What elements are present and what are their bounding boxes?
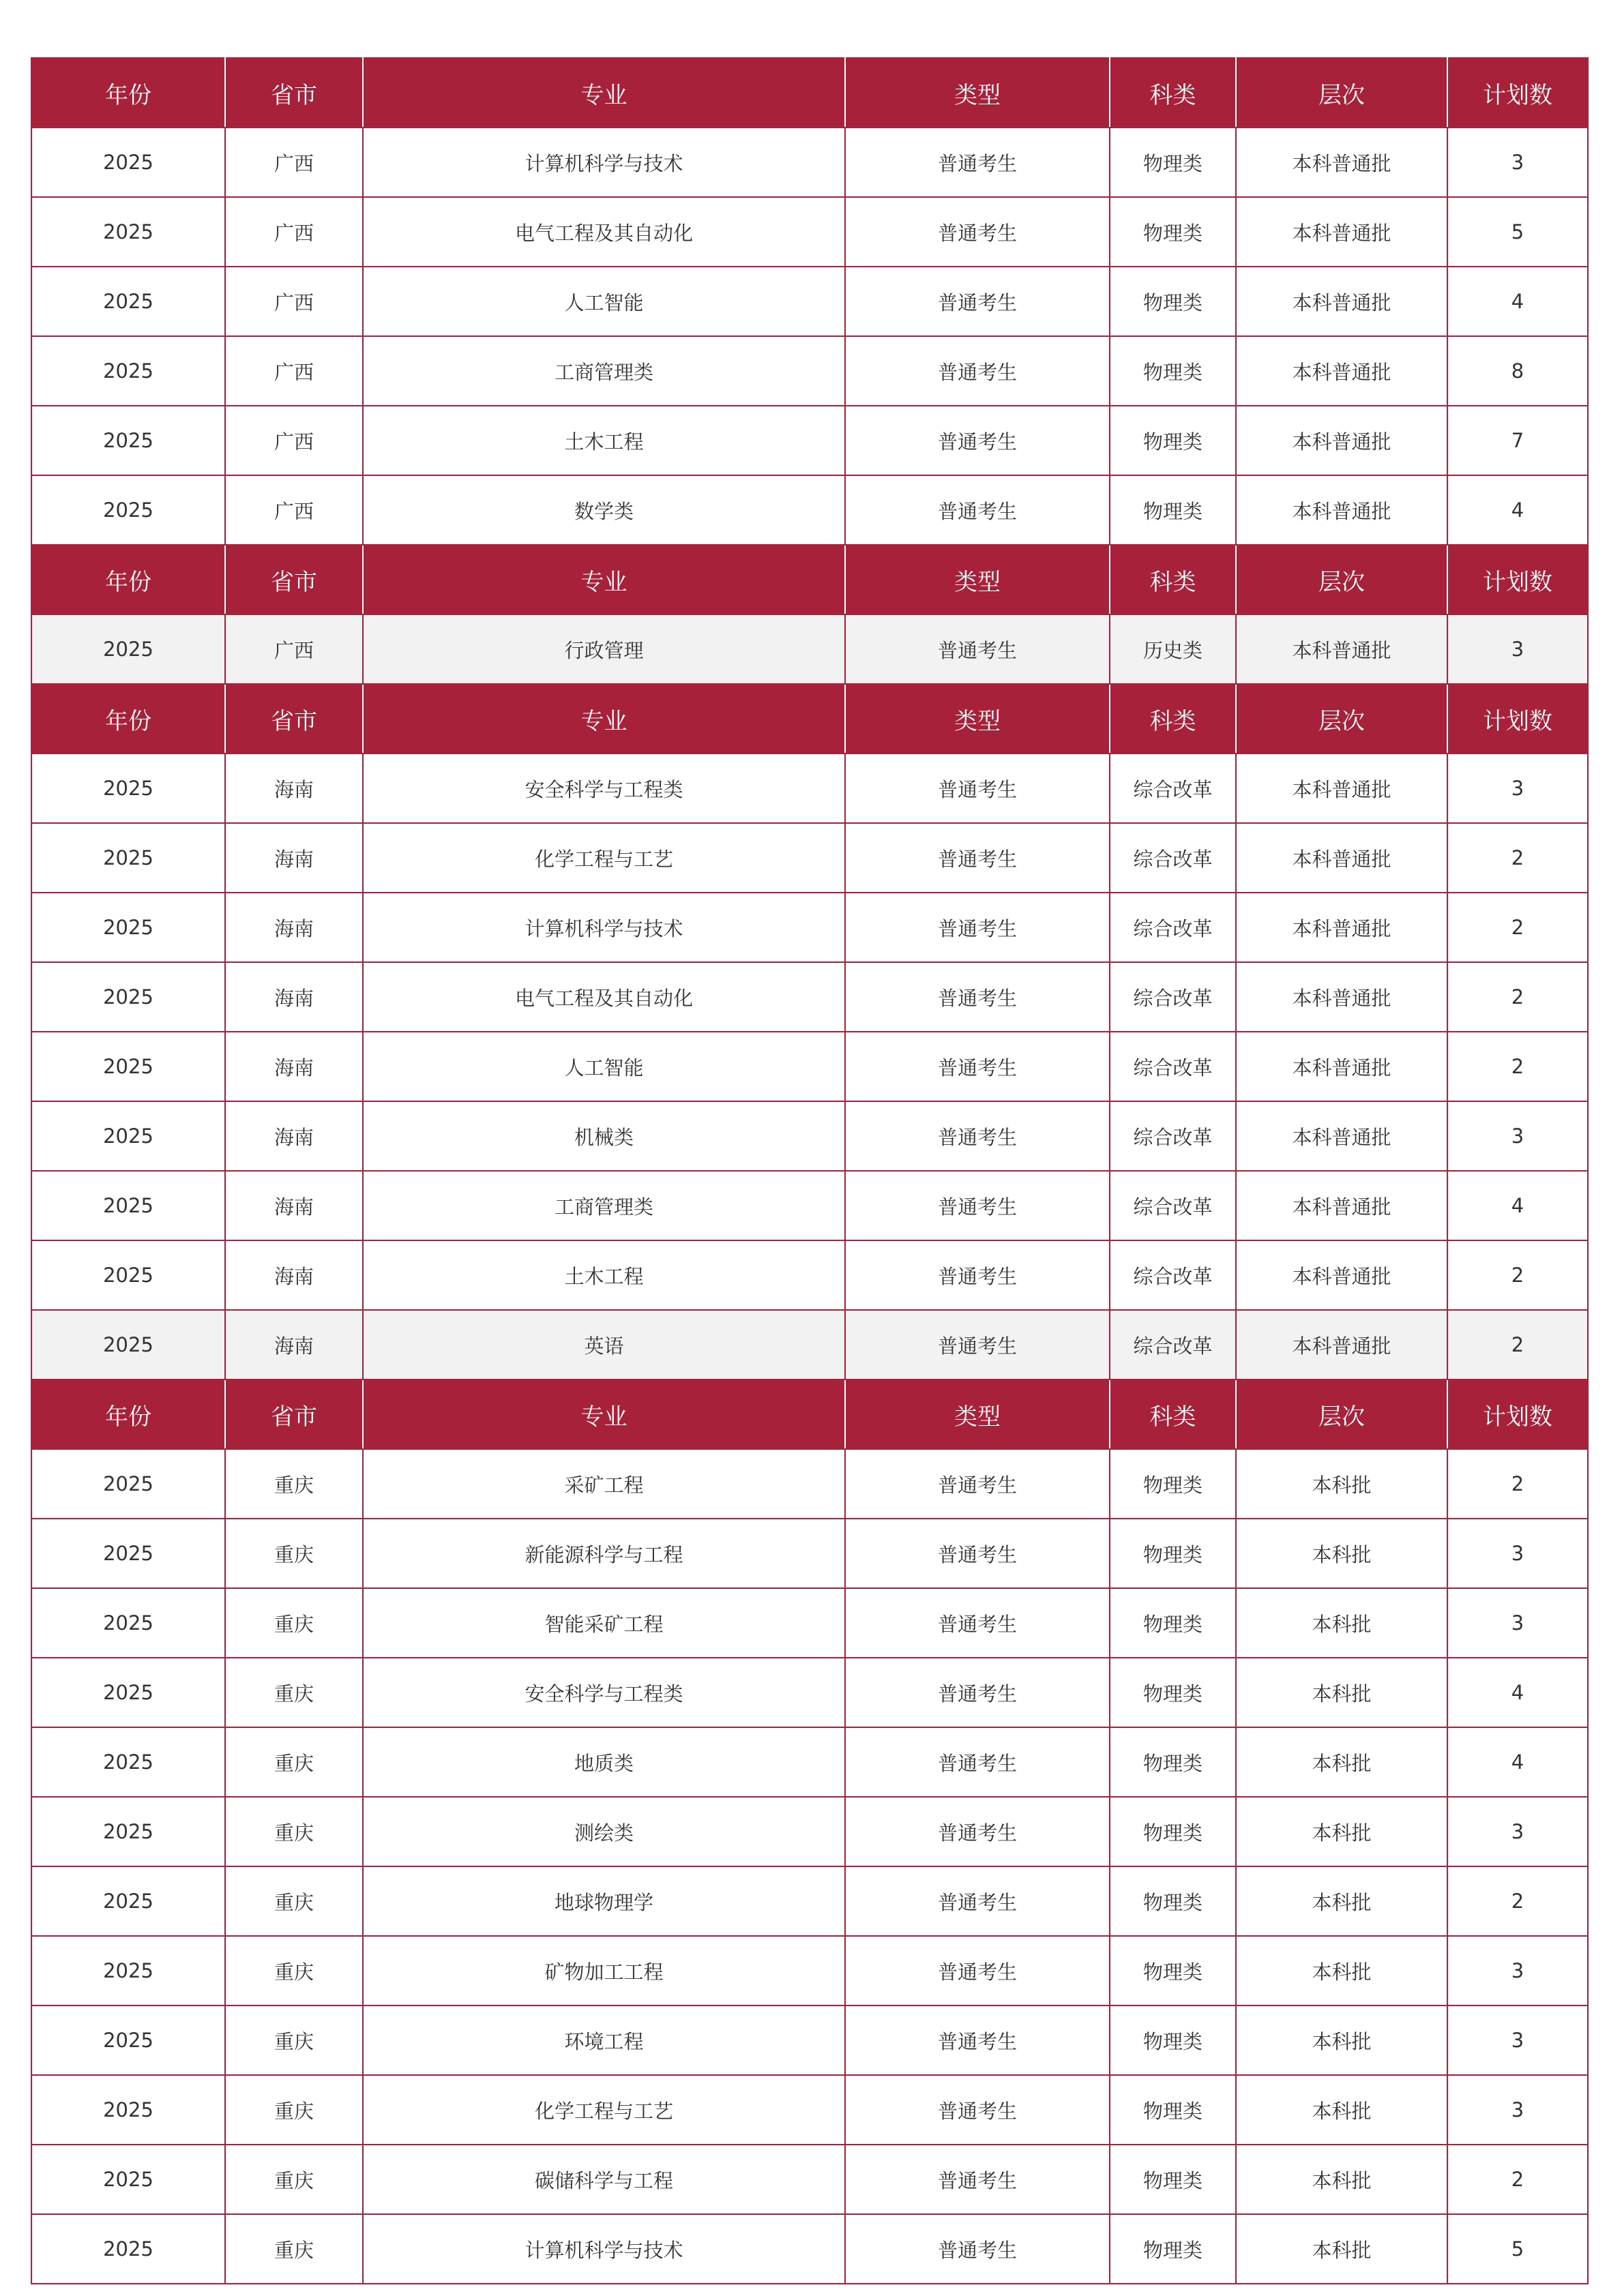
table-row [31,336,1588,406]
table-row [31,893,1588,962]
cell-subject: 物理类 [1110,197,1236,267]
cell-quota: 2 [1447,1032,1588,1101]
cell-type: 普通考生 [845,1449,1110,1519]
cell-province: 广西 [225,197,363,267]
cell-type: 普通考生 [845,267,1110,336]
cell-subject: 综合改革 [1110,893,1236,962]
cell-type: 普通考生 [845,2214,1110,2284]
cell-type: 普通考生 [845,1797,1110,1866]
cell-type: 普通考生 [845,1866,1110,1936]
cell-quota: 3 [1447,128,1588,197]
table-row [31,2006,1588,2075]
cell-year: 2025 [31,1449,225,1519]
table-row [31,1866,1588,1936]
cell-province: 海南 [225,962,363,1032]
cell-level: 本科普通批 [1236,1101,1447,1171]
header-quota: 计划数 [1447,1380,1588,1449]
cell-major: 英语 [363,1310,845,1380]
cell-quota: 2 [1447,1449,1588,1519]
header-year: 年份 [31,1380,225,1449]
cell-subject: 物理类 [1110,2075,1236,2145]
cell-level: 本科普通批 [1236,336,1447,406]
cell-year: 2025 [31,2075,225,2145]
cell-subject: 综合改革 [1110,1310,1236,1380]
cell-subject: 综合改革 [1110,1032,1236,1101]
header-quota: 计划数 [1447,545,1588,614]
cell-type: 普通考生 [845,1519,1110,1588]
cell-province: 广西 [225,614,363,684]
cell-quota: 3 [1447,1797,1588,1866]
cell-quota: 8 [1447,336,1588,406]
cell-type: 普通考生 [845,1658,1110,1727]
cell-year: 2025 [31,1936,225,2006]
header-level: 层次 [1236,58,1447,128]
cell-type: 普通考生 [845,2075,1110,2145]
cell-level: 本科批 [1236,1866,1447,1936]
table-row [31,1101,1588,1171]
enrollment-plan-table [31,57,1589,2284]
cell-year: 2025 [31,1797,225,1866]
cell-subject: 综合改革 [1110,962,1236,1032]
cell-province: 重庆 [225,2214,363,2284]
cell-major: 安全科学与工程类 [363,1658,845,1727]
cell-major: 计算机科学与技术 [363,893,845,962]
header-major: 专业 [363,1380,845,1449]
table-row [31,1658,1588,1727]
table-row [31,197,1588,267]
cell-type: 普通考生 [845,1171,1110,1240]
cell-year: 2025 [31,1658,225,1727]
header-subject: 科类 [1110,58,1236,128]
cell-level: 本科批 [1236,2075,1447,2145]
cell-subject: 综合改革 [1110,1101,1236,1171]
header-major: 专业 [363,58,845,128]
cell-year: 2025 [31,336,225,406]
cell-level: 本科普通批 [1236,614,1447,684]
cell-province: 海南 [225,893,363,962]
table-header-row [31,684,1588,754]
cell-level: 本科普通批 [1236,823,1447,893]
cell-level: 本科批 [1236,1519,1447,1588]
table-row [31,1727,1588,1797]
cell-quota: 5 [1447,2214,1588,2284]
cell-major: 工商管理类 [363,1171,845,1240]
cell-year: 2025 [31,1727,225,1797]
cell-province: 重庆 [225,2075,363,2145]
cell-type: 普通考生 [845,893,1110,962]
cell-quota: 5 [1447,197,1588,267]
cell-major: 智能采矿工程 [363,1588,845,1658]
table-row [31,1032,1588,1101]
cell-province: 重庆 [225,1936,363,2006]
cell-subject: 综合改革 [1110,754,1236,823]
header-year: 年份 [31,545,225,614]
cell-quota: 2 [1447,2145,1588,2214]
table-row [31,614,1588,684]
table-row [31,475,1588,545]
cell-province: 重庆 [225,1727,363,1797]
cell-type: 普通考生 [845,1936,1110,2006]
cell-year: 2025 [31,1588,225,1658]
cell-year: 2025 [31,197,225,267]
cell-level: 本科普通批 [1236,406,1447,475]
cell-major: 环境工程 [363,2006,845,2075]
cell-subject: 物理类 [1110,1588,1236,1658]
cell-major: 机械类 [363,1101,845,1171]
cell-subject: 物理类 [1110,267,1236,336]
cell-subject: 物理类 [1110,1727,1236,1797]
cell-subject: 物理类 [1110,128,1236,197]
cell-level: 本科普通批 [1236,475,1447,545]
cell-quota: 4 [1447,1171,1588,1240]
cell-province: 海南 [225,1240,363,1310]
cell-year: 2025 [31,2214,225,2284]
cell-major: 人工智能 [363,1032,845,1101]
cell-quota: 3 [1447,2006,1588,2075]
header-province: 省市 [225,684,363,754]
cell-type: 普通考生 [845,962,1110,1032]
cell-level: 本科普通批 [1236,1032,1447,1101]
cell-subject: 物理类 [1110,2006,1236,2075]
cell-year: 2025 [31,1519,225,1588]
header-year: 年份 [31,684,225,754]
cell-subject: 物理类 [1110,1658,1236,1727]
cell-quota: 4 [1447,267,1588,336]
cell-type: 普通考生 [845,128,1110,197]
header-subject: 科类 [1110,684,1236,754]
header-quota: 计划数 [1447,684,1588,754]
cell-type: 普通考生 [845,1310,1110,1380]
cell-province: 广西 [225,406,363,475]
cell-type: 普通考生 [845,2006,1110,2075]
cell-province: 重庆 [225,1658,363,1727]
cell-level: 本科普通批 [1236,962,1447,1032]
cell-level: 本科普通批 [1236,128,1447,197]
header-major: 专业 [363,684,845,754]
table-row [31,2075,1588,2145]
cell-year: 2025 [31,1032,225,1101]
cell-type: 普通考生 [845,1727,1110,1797]
cell-quota: 2 [1447,823,1588,893]
table-row [31,754,1588,823]
cell-subject: 物理类 [1110,1519,1236,1588]
cell-type: 普通考生 [845,406,1110,475]
cell-province: 海南 [225,754,363,823]
header-level: 层次 [1236,545,1447,614]
cell-level: 本科批 [1236,1727,1447,1797]
cell-province: 重庆 [225,1866,363,1936]
cell-major: 数学类 [363,475,845,545]
cell-type: 普通考生 [845,1588,1110,1658]
cell-level: 本科普通批 [1236,1240,1447,1310]
cell-level: 本科普通批 [1236,267,1447,336]
cell-subject: 物理类 [1110,2214,1236,2284]
table-row [31,823,1588,893]
cell-type: 普通考生 [845,475,1110,545]
cell-subject: 物理类 [1110,1449,1236,1519]
cell-year: 2025 [31,1240,225,1310]
table-header-row [31,545,1588,614]
cell-major: 安全科学与工程类 [363,754,845,823]
cell-major: 工商管理类 [363,336,845,406]
table-row [31,128,1588,197]
cell-year: 2025 [31,614,225,684]
cell-type: 普通考生 [845,2145,1110,2214]
cell-year: 2025 [31,962,225,1032]
cell-province: 广西 [225,336,363,406]
cell-level: 本科批 [1236,1588,1447,1658]
table-header-row [31,1380,1588,1449]
table-row [31,2214,1588,2284]
cell-level: 本科普通批 [1236,1310,1447,1380]
cell-major: 化学工程与工艺 [363,2075,845,2145]
cell-province: 海南 [225,1171,363,1240]
cell-province: 广西 [225,267,363,336]
cell-subject: 物理类 [1110,1936,1236,2006]
header-type: 类型 [845,58,1110,128]
cell-quota: 3 [1447,1588,1588,1658]
table-row [31,1171,1588,1240]
cell-major: 计算机科学与技术 [363,128,845,197]
cell-major: 土木工程 [363,406,845,475]
header-subject: 科类 [1110,1380,1236,1449]
cell-level: 本科批 [1236,1936,1447,2006]
table-row [31,1240,1588,1310]
cell-level: 本科普通批 [1236,197,1447,267]
header-type: 类型 [845,1380,1110,1449]
cell-province: 海南 [225,823,363,893]
cell-major: 矿物加工工程 [363,1936,845,2006]
table-row [31,406,1588,475]
cell-subject: 物理类 [1110,1797,1236,1866]
table-row [31,1519,1588,1588]
cell-subject: 综合改革 [1110,1171,1236,1240]
table-row [31,1797,1588,1866]
cell-quota: 3 [1447,1519,1588,1588]
cell-quota: 2 [1447,1866,1588,1936]
table-row [31,1310,1588,1380]
cell-level: 本科普通批 [1236,754,1447,823]
cell-year: 2025 [31,754,225,823]
cell-year: 2025 [31,267,225,336]
cell-major: 土木工程 [363,1240,845,1310]
cell-province: 重庆 [225,2006,363,2075]
header-quota: 计划数 [1447,58,1588,128]
header-year: 年份 [31,58,225,128]
cell-level: 本科批 [1236,1797,1447,1866]
table-row [31,1936,1588,2006]
cell-major: 计算机科学与技术 [363,2214,845,2284]
table-row [31,1588,1588,1658]
cell-province: 广西 [225,128,363,197]
cell-year: 2025 [31,2145,225,2214]
cell-quota: 2 [1447,893,1588,962]
cell-subject: 综合改革 [1110,823,1236,893]
cell-major: 碳储科学与工程 [363,2145,845,2214]
cell-type: 普通考生 [845,1101,1110,1171]
cell-type: 普通考生 [845,823,1110,893]
cell-province: 重庆 [225,1797,363,1866]
cell-quota: 7 [1447,406,1588,475]
cell-major: 采矿工程 [363,1449,845,1519]
cell-type: 普通考生 [845,754,1110,823]
table-row [31,2145,1588,2214]
cell-level: 本科批 [1236,1449,1447,1519]
cell-province: 海南 [225,1310,363,1380]
cell-quota: 4 [1447,1658,1588,1727]
cell-year: 2025 [31,1171,225,1240]
cell-type: 普通考生 [845,336,1110,406]
cell-major: 电气工程及其自动化 [363,962,845,1032]
cell-major: 测绘类 [363,1797,845,1866]
cell-quota: 3 [1447,614,1588,684]
header-type: 类型 [845,684,1110,754]
cell-subject: 物理类 [1110,1866,1236,1936]
cell-quota: 4 [1447,475,1588,545]
cell-quota: 3 [1447,754,1588,823]
cell-province: 广西 [225,475,363,545]
cell-major: 地球物理学 [363,1866,845,1936]
cell-level: 本科批 [1236,1658,1447,1727]
table-header-row [31,58,1588,128]
cell-level: 本科批 [1236,2214,1447,2284]
cell-year: 2025 [31,1101,225,1171]
cell-year: 2025 [31,823,225,893]
cell-quota: 4 [1447,1727,1588,1797]
cell-quota: 2 [1447,962,1588,1032]
header-level: 层次 [1236,684,1447,754]
header-province: 省市 [225,1380,363,1449]
cell-province: 重庆 [225,1588,363,1658]
cell-subject: 历史类 [1110,614,1236,684]
cell-province: 重庆 [225,1449,363,1519]
cell-major: 新能源科学与工程 [363,1519,845,1588]
cell-level: 本科普通批 [1236,893,1447,962]
cell-subject: 综合改革 [1110,1240,1236,1310]
table-row [31,962,1588,1032]
cell-year: 2025 [31,475,225,545]
cell-subject: 物理类 [1110,336,1236,406]
table-row [31,1449,1588,1519]
cell-type: 普通考生 [845,614,1110,684]
header-type: 类型 [845,545,1110,614]
cell-type: 普通考生 [845,197,1110,267]
cell-major: 电气工程及其自动化 [363,197,845,267]
cell-type: 普通考生 [845,1032,1110,1101]
cell-major: 地质类 [363,1727,845,1797]
cell-province: 重庆 [225,2145,363,2214]
table-row [31,267,1588,336]
cell-province: 重庆 [225,1519,363,1588]
header-province: 省市 [225,545,363,614]
cell-province: 海南 [225,1032,363,1101]
cell-subject: 物理类 [1110,406,1236,475]
header-province: 省市 [225,58,363,128]
cell-type: 普通考生 [845,1240,1110,1310]
cell-year: 2025 [31,128,225,197]
cell-quota: 2 [1447,1310,1588,1380]
header-subject: 科类 [1110,545,1236,614]
cell-quota: 2 [1447,1240,1588,1310]
header-level: 层次 [1236,1380,1447,1449]
cell-quota: 3 [1447,1101,1588,1171]
cell-year: 2025 [31,1866,225,1936]
cell-quota: 3 [1447,1936,1588,2006]
cell-major: 人工智能 [363,267,845,336]
cell-level: 本科批 [1236,2145,1447,2214]
cell-year: 2025 [31,893,225,962]
cell-major: 化学工程与工艺 [363,823,845,893]
cell-subject: 物理类 [1110,475,1236,545]
cell-major: 行政管理 [363,614,845,684]
cell-year: 2025 [31,1310,225,1380]
header-major: 专业 [363,545,845,614]
cell-quota: 3 [1447,2075,1588,2145]
cell-subject: 物理类 [1110,2145,1236,2214]
cell-year: 2025 [31,2006,225,2075]
cell-level: 本科普通批 [1236,1171,1447,1240]
cell-level: 本科批 [1236,2006,1447,2075]
cell-province: 海南 [225,1101,363,1171]
cell-year: 2025 [31,406,225,475]
